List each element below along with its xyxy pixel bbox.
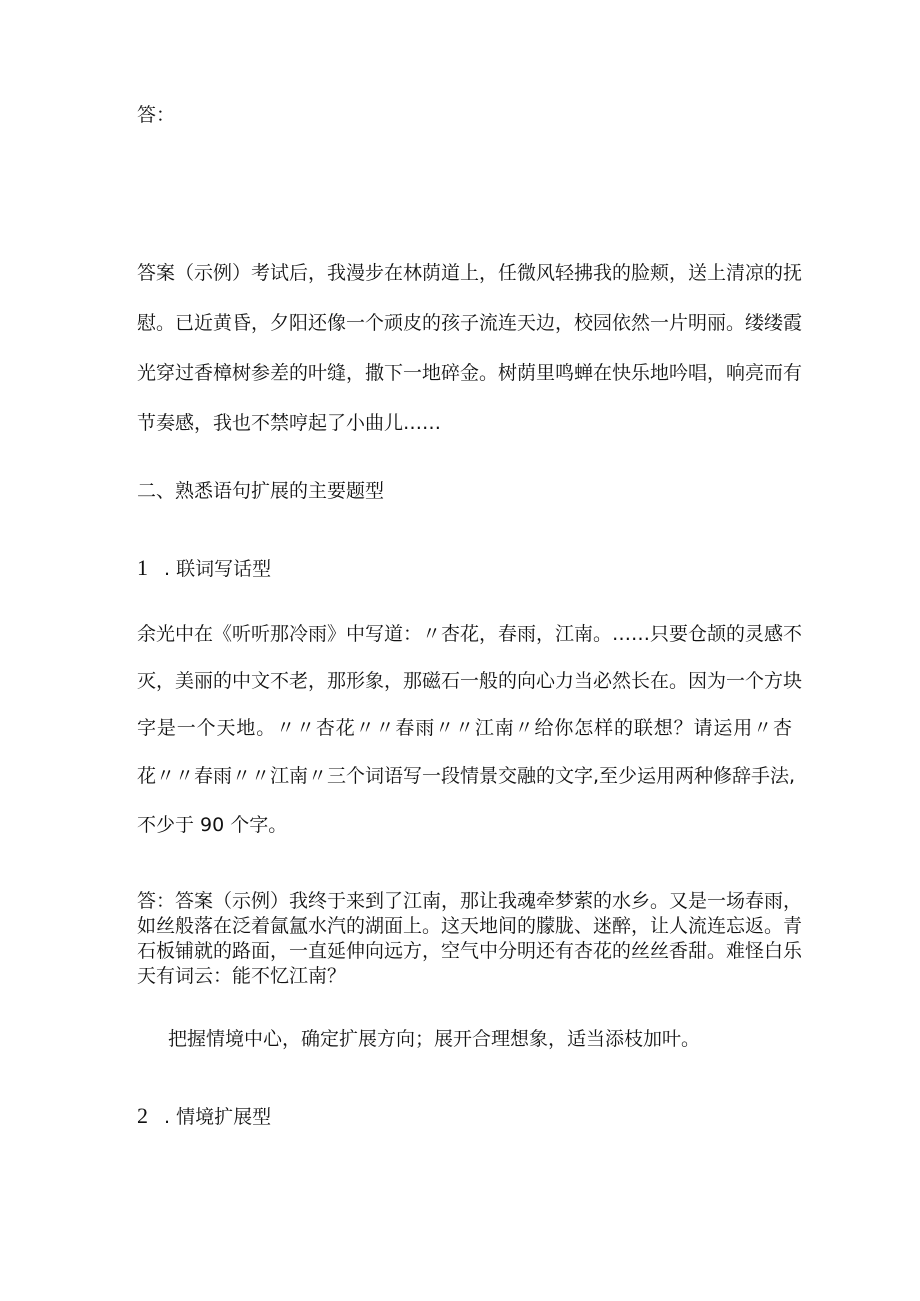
tip-text: 把握情境中心，确定扩展方向；展开合理想象，适当添枝加叶。 [168,1028,701,1050]
subsection-heading-1 [137,556,271,581]
paragraph-line: 石板铺就的路面，一直延伸向远方，空气中分明还有杏花的丝丝香甜。难怪白乐 [137,940,803,962]
answer-label: 答： [137,104,176,126]
paragraph-line: 天有词云：能不忆江南？ [137,965,347,987]
paragraph-line: 节奏感，我也不禁哼起了小曲儿…… [137,412,442,434]
paragraph-line: 慰。已近黄昏，夕阳还像一个顽皮的孩子流连天边，校园依然一片明丽。缕缕霞 [137,312,803,334]
paragraph-line: 答案（示例）考试后，我漫步在林荫道上，任微风轻拂我的脸颊，送上清凉的抚 [137,262,803,284]
paragraph-line: 答：答案（示例）我终于来到了江南，那让我魂牵梦萦的水乡。又是一场春雨， [137,890,803,912]
paragraph-line: 如丝般落在泛着氤氲水汽的湖面上。这天地间的朦胧、迷醉，让人流连忘返。青 [137,915,803,937]
subsection-heading-2 [137,1104,271,1129]
paragraph-line: 灭，美丽的中文不老，那形象，那磁石一般的向心力当必然长在。因为一个方块 [137,670,803,692]
paragraph-line: 不少于 90 个字。 [137,814,288,836]
subsection-number: 2 [137,1103,148,1128]
subsection-title: . 联词写话型 [164,558,272,580]
subsection-number: 1 [137,555,148,580]
subsection-title: . 情境扩展型 [164,1106,272,1128]
paragraph-line: 花〃〃春雨〃〃江南〃三个词语写一段情景交融的文字,至少运用两种修辞手法, [137,765,796,787]
paragraph-line: 光穿过香樟树参差的叶缝，撒下一地碎金。树荫里鸣蝉在快乐地吟唱，响亮而有 [137,362,803,384]
paragraph-line: 余光中在《听听那冷雨》中写道：〃杏花，春雨，江南。……只要仓颉的灵感不 [137,623,803,645]
section-heading: 二、熟悉语句扩展的主要题型 [137,480,385,502]
paragraph-line: 字是一个天地。〃〃杏花〃〃春雨〃〃江南〃给你怎样的联想？请运用〃杏 [137,717,792,739]
